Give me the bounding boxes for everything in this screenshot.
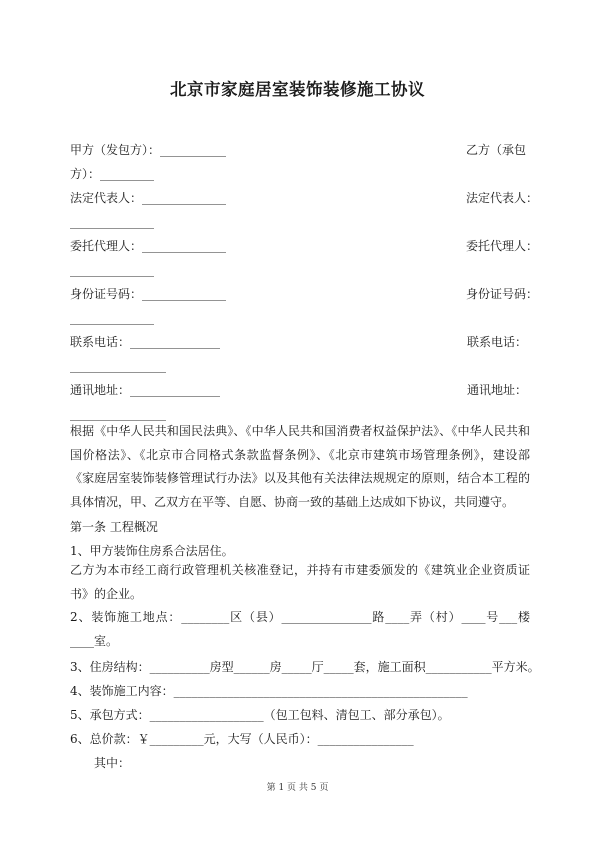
party-b-address: 通讯地址： bbox=[467, 383, 528, 397]
party-b-label: 乙方（承包 bbox=[466, 143, 527, 157]
article-1-item-3: 3、住房结构：__________房型______房_____厅_____套，施工面积___________平方米。 bbox=[70, 660, 540, 674]
party-b-agent-blank: ______________ bbox=[70, 263, 154, 277]
article-1-item-6: 6、总价款：￥_________元，大写（人民币）：________________ bbox=[70, 732, 414, 746]
party-b-label-cont: 方）：_________ bbox=[70, 167, 155, 181]
article-1-heading: 第一条 工程概况 bbox=[70, 520, 158, 534]
article-1-item-2: 2、装饰施工地点：________区（县）_______________路____弄（村）____号___楼____室。 bbox=[70, 610, 530, 648]
party-b-id-number: 身份证号码： bbox=[466, 287, 539, 301]
party-b-legal-rep: 法定代表人： bbox=[466, 191, 539, 205]
party-b-phone: 联系电话： bbox=[467, 335, 528, 349]
party-a-legal-rep: 法定代表人：______________ bbox=[70, 191, 227, 205]
party-a-agent: 委托代理人：______________ bbox=[70, 239, 227, 253]
article-1-item-6-sub: 其中： bbox=[94, 756, 131, 770]
party-a-id-number: 身份证号码：______________ bbox=[70, 287, 227, 301]
party-b-id-number-blank: ______________ bbox=[70, 311, 154, 325]
article-1-item-1-extra: 乙方为本市经工商行政管理机关核准登记，并持有市建委颁发的《建筑业企业资质证书》的企业。 bbox=[70, 563, 530, 601]
article-1-item-1: 1、甲方装饰住房系合法居住。 bbox=[70, 544, 234, 558]
preamble-paragraph: 根据《中华人民共和国民法典》、《中华人民共和国消费者权益保护法》、《中华人民共和国价格法》、《北京市合同格式条款监督条例》、《北京市建筑市场管理条例》，建设部《家庭居室装饰装修管理试行办法》以及其他有关法律法规规定的原则，结合本工程的具体情况，甲、乙双方在平等、自愿、协商一致的基础上达成如下协议，共同遵守。 bbox=[70, 424, 530, 509]
party-b-agent: 委托代理人： bbox=[466, 239, 539, 253]
party-a-label: 甲方（发包方）：___________ bbox=[70, 143, 227, 157]
party-b-legal-rep-blank: ______________ bbox=[70, 215, 154, 229]
article-1-item-5: 5、承包方式：___________________（包工包料、清包工、部分承包）。 bbox=[70, 708, 450, 722]
article-1-item-4: 4、装饰施工内容：_________________________________________________ bbox=[70, 684, 468, 698]
party-b-address-blank: ________________ bbox=[70, 407, 166, 421]
page-footer: 第 1 页 共 5 页 bbox=[266, 783, 329, 793]
party-b-phone-blank: ________________ bbox=[70, 359, 166, 373]
page-title: 北京市家庭居室装饰装修施工协议 bbox=[170, 80, 425, 99]
party-a-phone: 联系电话：_______________ bbox=[70, 335, 221, 349]
party-a-address: 通讯地址：_______________ bbox=[70, 383, 221, 397]
